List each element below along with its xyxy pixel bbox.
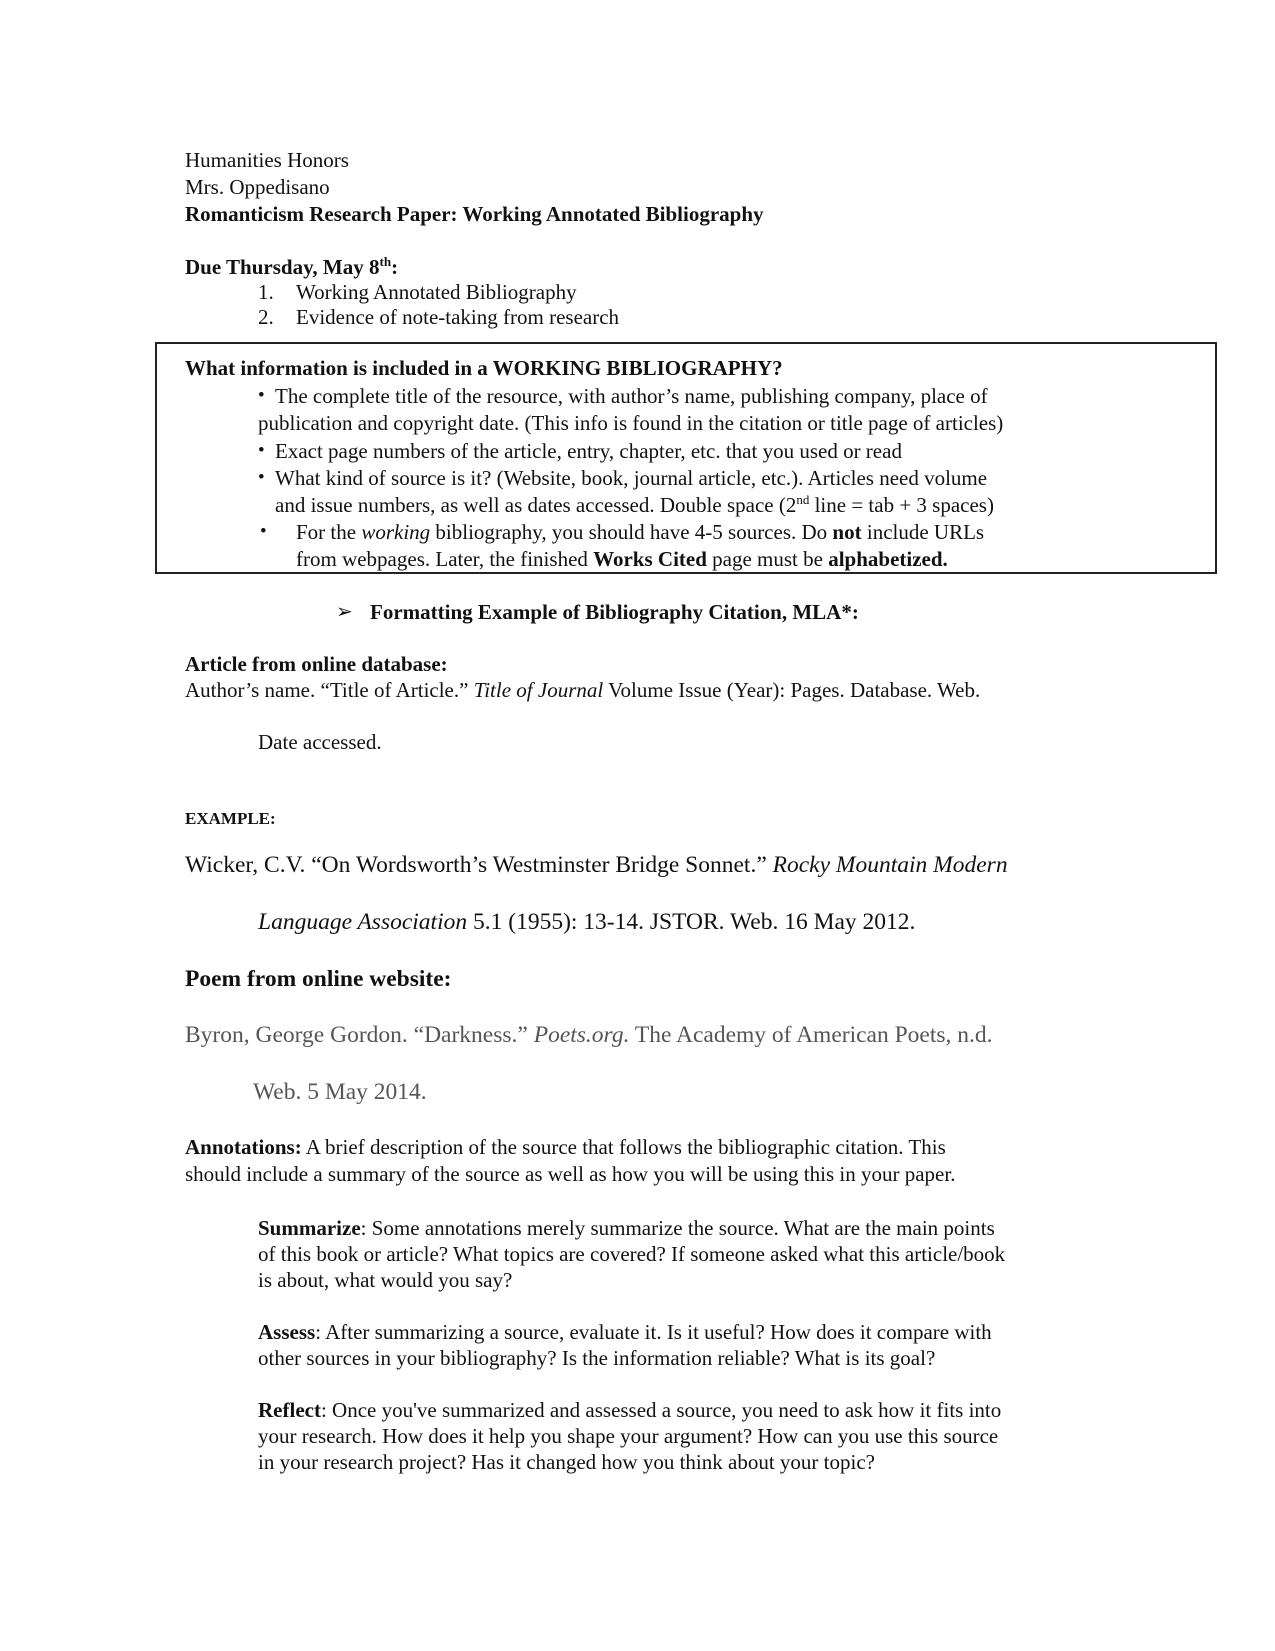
annotations-line: Annotations: A brief description of the source that follows the bibliographic citation. This <box>185 1135 946 1159</box>
box-bullet-text: Exact page numbers of the article, entry, chapter, etc. that you used or read <box>275 439 902 463</box>
due-item: Evidence of note-taking from research <box>296 305 620 329</box>
assess-line: other sources in your bibliography? Is the information reliable? What is its goal? <box>258 1346 936 1370</box>
example-citation-line: Language Association 5.1 (1955): 13-14. JSTOR. Web. 16 May 2012. <box>258 909 916 935</box>
article-format-line: Author’s name. “Title of Article.” Title of Journal Volume Issue (Year): Pages. Database. Web. <box>185 678 981 702</box>
box-bullet-text: For the working bibliography, you should have 4-5 sources. Do not include URLs <box>296 520 985 544</box>
due-heading: Due Thursday, May 8th: <box>185 254 399 279</box>
arrow-bullet-icon: ➢ <box>336 601 353 623</box>
formatting-heading: Formatting Example of Bibliography Citation, MLA*: <box>370 600 859 624</box>
box-bullet-text: publication and copyright date. (This info is found in the citation or title page of articles) <box>258 411 1004 435</box>
poem-citation-line: Byron, George Gordon. “Darkness.” Poets.org. The Academy of American Poets, n.d. <box>185 1022 993 1048</box>
due-item: Working Annotated Bibliography <box>296 280 577 304</box>
poem-citation-line: Web. 5 May 2014. <box>253 1079 427 1105</box>
reflect-line: in your research project? Has it changed how you think about your topic? <box>258 1450 875 1474</box>
assess-line: Assess: After summarizing a source, evaluate it. Is it useful? How does it compare with <box>258 1320 992 1344</box>
bullet-icon: • <box>260 521 267 542</box>
course-name: Humanities Honors <box>185 148 349 172</box>
teacher-name: Mrs. Oppedisano <box>185 175 330 199</box>
box-bullet-text: What kind of source is it? (Website, book, journal article, etc.). Articles need volume <box>275 466 988 490</box>
due-item-number: 2. <box>258 305 274 329</box>
summarize-line: Summarize: Some annotations merely summarize the source. What are the main points <box>258 1216 995 1240</box>
article-heading: Article from online database: <box>185 652 448 676</box>
box-heading: What information is included in a WORKING BIBLIOGRAPHY? <box>185 356 783 380</box>
due-item-number: 1. <box>258 280 274 304</box>
box-bullet-text: The complete title of the resource, with author’s name, publishing company, place of <box>275 384 988 408</box>
box-bullet-text: from webpages. Later, the finished Works Cited page must be alphabetized. <box>296 547 948 571</box>
summarize-line: is about, what would you say? <box>258 1268 513 1292</box>
reflect-line: Reflect: Once you've summarized and assessed a source, you need to ask how it fits into <box>258 1398 1002 1422</box>
bullet-icon: • <box>258 385 265 406</box>
bullet-icon: • <box>258 467 265 488</box>
box-bullet-text: and issue numbers, as well as dates accessed. Double space (2nd line = tab + 3 spaces) <box>275 492 994 517</box>
annotations-line: should include a summary of the source as well as how you will be using this in your paper. <box>185 1162 956 1186</box>
poem-heading: Poem from online website: <box>185 966 452 992</box>
bullet-icon: • <box>258 440 265 461</box>
document-title: Romanticism Research Paper: Working Annotated Bibliography <box>185 202 764 226</box>
example-citation-line: Wicker, C.V. “On Wordsworth’s Westminster Bridge Sonnet.” Rocky Mountain Modern <box>185 852 1008 878</box>
reflect-line: your research. How does it help you shape your argument? How can you use this source <box>258 1424 999 1448</box>
example-label: EXAMPLE: <box>185 809 276 828</box>
summarize-line: of this book or article? What topics are covered? If someone asked what this article/book <box>258 1242 1006 1266</box>
article-format-line: Date accessed. <box>258 730 382 754</box>
